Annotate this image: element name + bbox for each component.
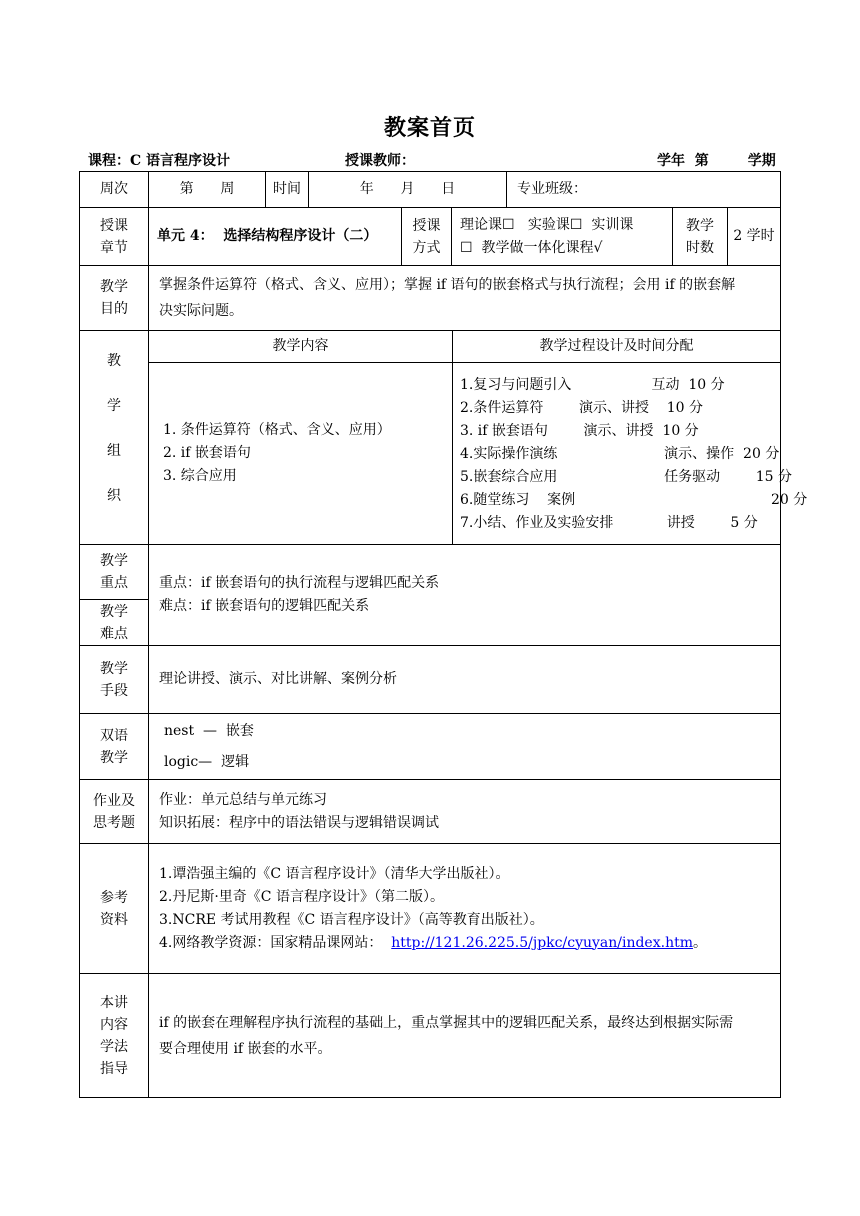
process-item-7: 7.小结、作业及实验安排 讲授 5 分 [460,515,758,531]
class-label: 专业班级： [517,181,587,197]
time-value-cell [308,172,506,207]
goal-label-1: 教学 [100,279,128,295]
content-header: 教学内容 [272,338,329,354]
content-item-2: 2. if 嵌套语句 [163,445,251,461]
chapter-label-1: 授课 [100,217,128,234]
mode-line-2: ☐ 教学做一体化课程√ [460,239,603,256]
refs-label-2: 资料 [100,911,128,928]
org-label-4: 织 [107,488,121,504]
homework-line-1: 作业：单元总结与单元练习 [159,791,327,808]
goal-label-2: 目的 [100,301,128,317]
bilingual-line-2: logic— 逻辑 [164,753,250,770]
ref-web-suffix: 。 [692,934,707,951]
key-text: 重点：if 嵌套语句的执行流程与逻辑匹配关系 [159,575,440,591]
time-value: 年 月 日 [359,181,456,197]
org-label-2: 学 [107,398,121,414]
mode-label-2: 方式 [412,239,441,256]
process-item-1: 1.复习与问题引入 互动 10 分 [460,377,725,393]
ref-web-prefix: 4.网络教学资源：国家精品课网站： [159,934,392,951]
teacher-field: 授课教师： [345,153,415,169]
bilingual-label-1: 双语 [100,727,128,744]
chapter-label-cell [80,207,148,265]
week-label-cell [80,172,148,207]
focus-value-cell [148,544,780,645]
week-value: 第 周 [179,181,235,197]
time-label: 时间 [273,181,301,197]
class-cell [506,172,780,207]
hours-label-cell [672,207,727,265]
homework-label-cell [80,779,148,843]
mode-label-cell [401,207,451,265]
bilingual-line-1: nest — 嵌套 [164,722,254,739]
lesson-plan-table [79,171,808,1098]
homework-line-2: 知识拓展：程序中的语法错误与逻辑错误调试 [159,814,439,831]
bilingual-label-2: 教学 [100,749,128,766]
org-label-3: 组 [107,443,121,459]
guide-label-cell [80,973,148,1097]
chapter-value-cell [148,207,401,265]
mode-value-cell [451,207,672,265]
guide-label-4: 指导 [100,1060,128,1077]
means-label-1: 教学 [100,660,128,677]
goal-line-2: 决实际问题。 [159,303,243,319]
difficulty-label-2: 难点 [100,625,128,642]
guide-label-1: 本讲 [100,994,128,1011]
refs-label-1: 参考 [100,889,128,906]
mode-line-1: 理论课☐ 实验课☐ 实训课 [460,216,634,233]
homework-label-1: 作业及 [93,792,135,809]
homework-label-2: 思考题 [93,814,135,831]
ref-item-3: 3.NCRE 考试用教程《C 语言程序设计》（高等教育出版社）。 [159,911,544,928]
key-label-1: 教学 [100,553,128,569]
page-title: 教案首页 [383,115,476,141]
guide-label-2: 内容 [100,1016,128,1033]
refs-label-cell [80,843,148,973]
goal-line-1: 掌握条件运算符（格式、含义、应用）；掌握 if 语句的嵌套格式与执行流程；会用 if 的嵌套解 [159,277,736,293]
key-label-2: 重点 [100,575,128,591]
hours-value-cell [727,207,780,265]
goal-label-cell [80,265,148,330]
hours-label-2: 时数 [686,239,714,256]
means-label-2: 手段 [100,682,128,699]
process-item-6: 6.随堂练习 案例 20 分 [460,492,808,508]
guide-line-1: if 的嵌套在理解程序执行流程的基础上，重点掌握其中的逻辑匹配关系，最终达到根据实际需 [159,1014,734,1031]
refs-value-cell [148,843,780,973]
process-item-2: 2.条件运算符 演示、讲授 10 分 [460,400,704,416]
ref-item-2: 2.丹尼斯·里奇《C 语言程序设计》（第二版）。 [159,888,444,905]
term-text: 学年 第 学期 [657,153,776,169]
org-label-1: 教 [107,353,121,369]
means-value-cell [148,645,780,713]
guide-label-3: 学法 [100,1038,128,1055]
ref-item-4 [159,932,772,955]
ref-web-link[interactable]: http://121.26.225.5/jpkc/cyuyan/index.htm [391,934,693,951]
hours-label-1: 教学 [686,217,714,234]
course-field: 课程：C 语言程序设计 [88,153,231,169]
mode-label-1: 授课 [412,217,441,234]
means-label-cell [80,645,148,713]
process-header-cell [452,330,780,362]
process-list-cell [452,362,808,544]
chapter-label-2: 章节 [100,239,128,256]
ref-item-1: 1.谭浩强主编的《C 语言程序设计》（清华大学出版社）。 [159,865,510,882]
content-list-cell [148,362,452,544]
difficulty-label-1: 教学 [100,603,128,620]
process-item-5: 5.嵌套综合应用 任务驱动 15 分 [460,469,793,485]
goal-value-cell [148,265,780,330]
org-label-cell [80,330,148,544]
bilingual-label-cell [80,713,148,779]
process-header: 教学过程设计及时间分配 [539,338,694,354]
key-label-cell [80,544,148,599]
difficulty-label-cell [80,599,148,645]
content-header-cell [148,330,452,362]
time-label-cell [265,172,308,207]
week-value-cell [148,172,265,207]
difficulty-text: 难点：if 嵌套语句的逻辑匹配关系 [159,598,370,614]
bilingual-value-cell [148,713,780,779]
hours-value: 2 学时 [733,228,775,244]
guide-line-2: 要合理使用 if 嵌套的水平。 [159,1040,332,1057]
term-field [657,150,776,170]
means-text: 理论讲授、演示、对比讲解、案例分析 [159,671,397,687]
process-item-4: 4.实际操作演练 演示、操作 20 分 [460,446,780,462]
homework-value-cell [148,779,780,843]
content-item-1: 1. 条件运算符（格式、含义、应用） [163,422,391,438]
week-label: 周次 [100,181,128,197]
process-item-3: 3. if 嵌套语句 演示、讲授 10 分 [460,423,699,439]
content-item-3: 3. 综合应用 [163,468,237,484]
guide-value-cell [148,973,780,1097]
chapter-value: 单元 4： 选择结构程序设计（二） [157,228,378,244]
